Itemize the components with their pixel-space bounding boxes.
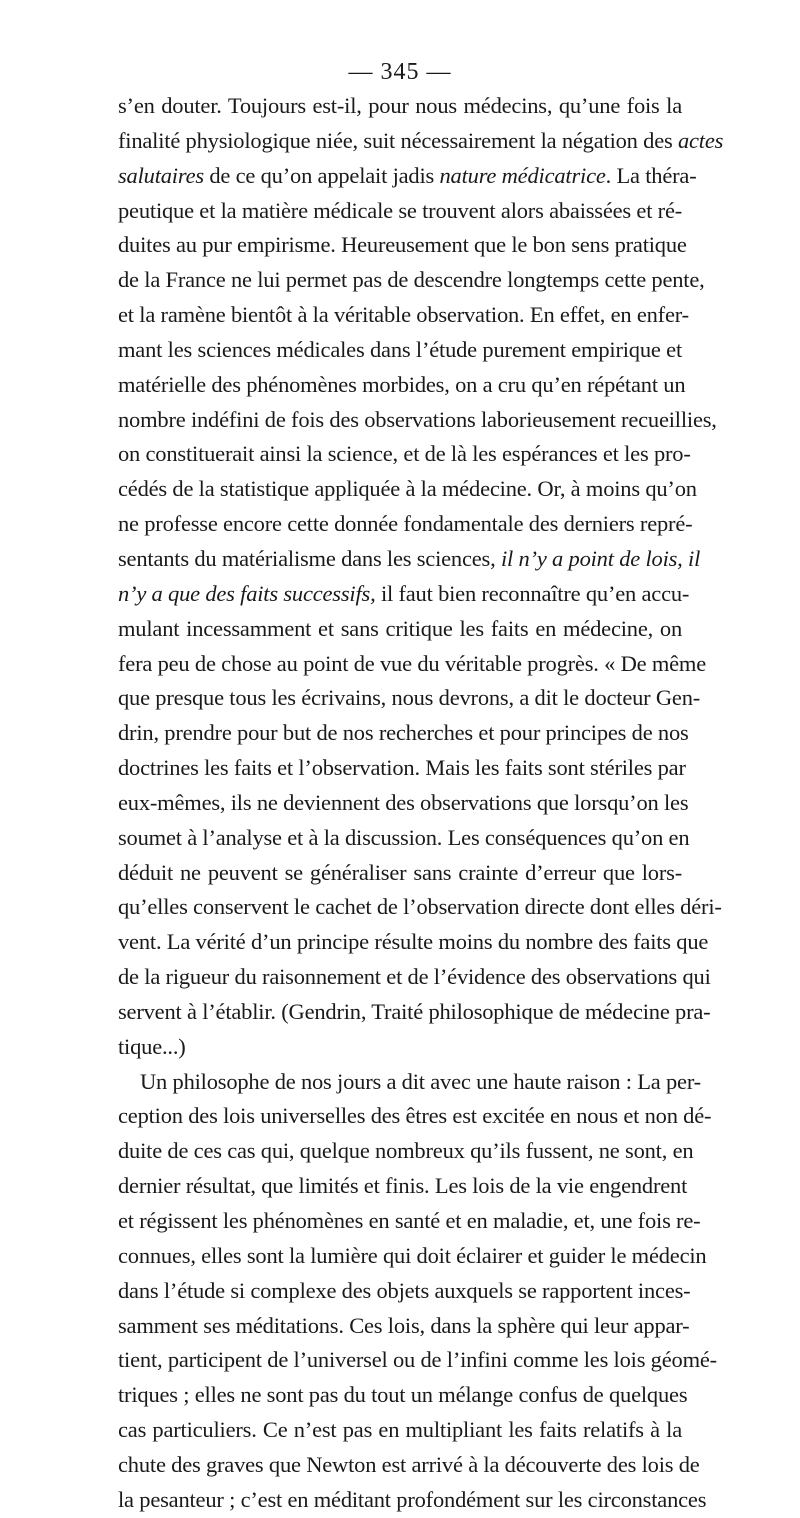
text-run: que presque tous les écrivains, nous devrons, a dit le docteur Gen- (118, 685, 701, 711)
text-run: eux-mêmes, ils ne deviennent des observations que lorsqu’on les (118, 789, 689, 815)
text-run: déduit ne peuvent se généraliser sans crainte d’erreur que lors- (118, 859, 682, 885)
text-line (118, 298, 689, 333)
text-run: connues, elles sont la lumière qui doit éclairer et guider le médecin (118, 1242, 707, 1268)
text-line (118, 368, 686, 403)
text-run: soumet à l’analyse et à la discussion. Les conséquences qu’on en (118, 824, 690, 850)
text-run: la pesanteur ; c’est en méditant profondément sur les circonstances (118, 1486, 707, 1512)
text-run: et régissent les phénomènes en santé et en maladie, et, une fois re- (118, 1208, 701, 1233)
text-line (118, 1274, 691, 1309)
text-line (118, 507, 693, 542)
text-run: dernier résultat, que limités et finis. Les lois de la vie engendrent (118, 1173, 688, 1199)
text-run: on constituerait ainsi la science, et de là les espérances et les pro- (118, 441, 691, 467)
text-line (118, 1378, 688, 1413)
text-line (118, 403, 717, 438)
text-line (118, 89, 682, 124)
text-line (118, 647, 707, 682)
text-line (118, 1204, 701, 1239)
text-line (118, 821, 690, 856)
text-line (118, 124, 724, 159)
text-line (118, 1134, 694, 1169)
text-line (118, 228, 687, 263)
text-line (118, 1483, 707, 1518)
text-line (118, 1343, 717, 1378)
text-run: et la ramène bientôt à la véritable observation. En effet, en enfer- (118, 302, 689, 328)
text-run: qu’elles conservent le cachet de l’observation directe dont elles déri- (118, 894, 722, 920)
text-line (118, 1309, 690, 1344)
text-run: ne professe encore cette donnée fondamentale des derniers repré- (118, 511, 693, 537)
text-line (118, 263, 705, 298)
text-run: fera peu de chose au point de vue du véritable progrès. « De même (118, 650, 707, 676)
paragraph-2 (118, 1065, 717, 1518)
text-run: mant les sciences médicales dans l’étude purement empirique et (118, 336, 682, 362)
text-line (118, 995, 711, 1030)
text-run: ception des lois universelles des êtres est excitée en nous et non dé- (118, 1103, 712, 1129)
text-line (118, 1065, 701, 1100)
text-line (118, 577, 690, 612)
text-run: tient, participent de l’universel ou de l’infini comme les lois géomé- (118, 1347, 717, 1373)
body-text (118, 89, 724, 1518)
text-line (118, 1099, 712, 1134)
text-run: drin, prendre pour but de nos recherches et pour principes de nos (118, 720, 689, 746)
text-run: mulant incessamment et sans critique les faits en médecine, on (118, 615, 682, 641)
text-run: doctrines les faits et l’observation. Mais les faits sont stériles par (118, 755, 686, 781)
text-run: Un philosophe de nos jours a dit avec une haute raison : La per- (140, 1068, 701, 1094)
italic-text: nature médicatrice (439, 162, 606, 188)
text-line (118, 856, 682, 891)
text-line (118, 1239, 707, 1274)
text-line (118, 194, 682, 229)
text-line (118, 437, 691, 472)
text-run: matérielle des phénomènes morbides, on a cru qu’en répétant un (118, 371, 686, 397)
text-run: cédés de la statistique appliquée à la médecine. Or, à moins qu’on (118, 476, 697, 502)
text-line (118, 1448, 700, 1483)
text-line (118, 612, 682, 647)
text-run: cas particuliers. Ce n’est pas en multipliant les faits relatifs à la (118, 1417, 682, 1443)
text-line (118, 786, 689, 821)
italic-text: actes (677, 127, 724, 153)
text-run: finalité physiologique niée, suit nécessairement la négation des (118, 127, 678, 153)
text-line (118, 159, 697, 194)
text-line (118, 1030, 682, 1065)
text-run: triques ; elles ne sont pas du tout un mélange confus de quelques (118, 1382, 688, 1408)
text-run: dans l’étude si complexe des objets auxquels se rapportent inces- (118, 1277, 691, 1303)
text-run: duites au pur empirisme. Heureusement que le bon sens pratique (118, 232, 687, 258)
text-run: il faut bien reconnaître qu’en accu- (375, 580, 690, 606)
text-run: de ce qu’on appelait jadis (203, 162, 440, 188)
text-line (118, 542, 701, 577)
text-run: duite de ces cas qui, quelque nombreux qu’ils fussent, ne sont, en (118, 1138, 694, 1164)
text-line (118, 925, 709, 960)
italic-text: il n’y a point de lois, il (500, 545, 701, 571)
text-line (118, 472, 697, 507)
italic-text: n’y a que des faits successifs, (118, 580, 376, 606)
text-run: chute des graves que Newton est arrivé à la découverte des lois de (118, 1451, 700, 1477)
text-run: . La théra- (605, 162, 697, 188)
text-line (118, 960, 711, 995)
italic-text: salutaires (118, 162, 204, 188)
text-run: de la rigueur du raisonnement et de l’évidence des observations qui (118, 964, 711, 990)
text-run: s’en douter. Toujours est-il, pour nous médecins, qu’une fois la (118, 93, 682, 118)
text-run: servent à l’établir. (Gendrin, Traité philosophique de médecine pra- (118, 998, 711, 1024)
text-line (118, 751, 686, 786)
text-run: peutique et la matière médicale se trouvent alors abaissées et ré- (118, 197, 683, 223)
text-line (118, 1169, 688, 1204)
text-run: tique...) (118, 1033, 186, 1059)
page-number: — 345 — (348, 59, 452, 85)
text-run: de la France ne lui permet pas de descendre longtemps cette pente, (118, 267, 705, 293)
text-line (118, 1413, 682, 1448)
text-run: nombre indéfini de fois des observations laborieusement recueillies, (118, 406, 717, 432)
text-line (118, 890, 722, 925)
text-line (118, 681, 701, 716)
text-run: vent. La vérité d’un principe résulte moins du nombre des faits que (118, 929, 709, 955)
paragraph-1 (118, 89, 724, 1065)
text-run: samment ses méditations. Ces lois, dans la sphère qui leur appar- (118, 1312, 690, 1338)
text-run: sentants du matérialisme dans les sciences, (118, 545, 501, 571)
text-line (118, 333, 682, 368)
text-line (118, 716, 689, 751)
